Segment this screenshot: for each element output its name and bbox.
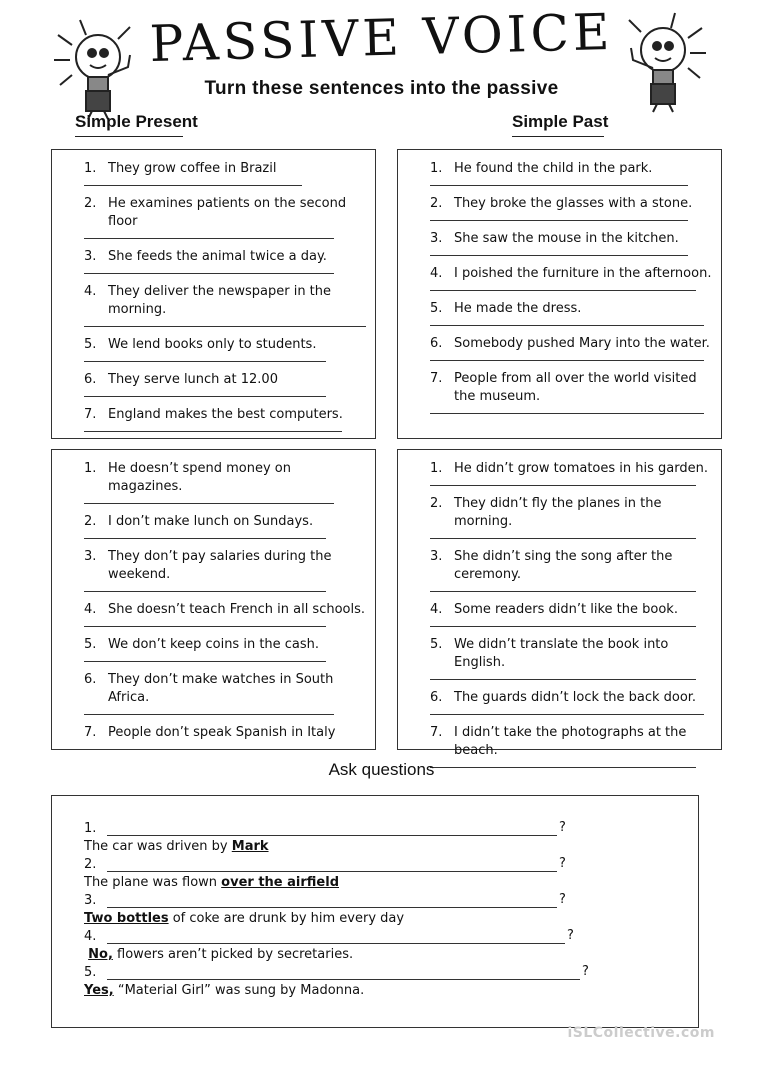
answer-line[interactable]: [430, 538, 696, 539]
answer-sentence: [84, 946, 353, 964]
question-mark: ?: [582, 964, 589, 979]
question-number: 5.: [84, 965, 97, 980]
answer-line[interactable]: [84, 749, 350, 750]
sentence-text: The plane was flown: [84, 875, 222, 890]
item-sentence: He made the dress.: [454, 301, 582, 316]
answer-line[interactable]: [430, 185, 688, 186]
watermark: iSLCollective.com: [567, 1025, 715, 1041]
item-sentence: Somebody pushed Mary into the water.: [454, 336, 710, 351]
sentence-text: The car was driven by: [84, 839, 232, 854]
question-mark: ?: [559, 856, 566, 871]
answer-line[interactable]: [430, 591, 696, 592]
section-underline: [512, 136, 604, 137]
item-number: 2.: [430, 496, 443, 511]
exercise-box-past-negative: [397, 449, 722, 758]
list-item: [84, 336, 369, 362]
question-answer-line[interactable]: [107, 871, 557, 872]
question-mark: ?: [567, 928, 574, 943]
item-number: 6.: [84, 672, 97, 687]
list-item: [430, 689, 715, 715]
sentence-text: flowers aren’t picked by secretaries.: [112, 947, 354, 962]
answer-sentence: [84, 874, 339, 892]
list-item: [84, 371, 369, 397]
list-item: [430, 265, 715, 291]
item-sentence: He found the child in the park.: [454, 161, 653, 176]
item-number: 7.: [430, 371, 443, 386]
list-item: [430, 495, 715, 539]
item-number: 1.: [430, 461, 443, 476]
list-item: [84, 460, 369, 504]
list-item: [84, 248, 369, 274]
page-title: PASSIVE VOICE: [148, 2, 615, 74]
item-sentence: Some readers didn’t like the book.: [454, 602, 678, 617]
answer-line[interactable]: [430, 679, 696, 680]
underlined-focus: No,: [88, 947, 113, 962]
questions-box: [51, 795, 699, 1028]
item-sentence: She didn’t sing the song after the ceremony.: [454, 549, 673, 582]
item-sentence: She saw the mouse in the kitchen.: [454, 231, 679, 246]
list-item: [84, 548, 369, 592]
section-label-simple-past: Simple Past: [512, 112, 609, 131]
item-number: 1.: [430, 161, 443, 176]
question-number: 3.: [84, 893, 97, 908]
question-number: 2.: [84, 857, 97, 872]
item-number: 4.: [84, 284, 97, 299]
item-sentence: I didn’t take the photographs at the beach.: [454, 725, 687, 758]
item-sentence: They grow coffee in Brazil: [108, 161, 277, 176]
item-sentence: England makes the best computers.: [108, 407, 343, 422]
item-number: 2.: [430, 196, 443, 211]
item-number: 5.: [84, 637, 97, 652]
section-label-simple-present: Simple Present: [75, 112, 198, 131]
answer-line[interactable]: [84, 591, 326, 592]
item-sentence: We don’t keep coins in the cash.: [108, 637, 320, 652]
list-item: [84, 283, 369, 327]
item-sentence: He didn’t grow tomatoes in his garden.: [454, 461, 708, 476]
page-subtitle: Turn these sentences into the passive: [204, 78, 559, 99]
item-sentence: They don’t make watches in South Africa.: [108, 672, 334, 705]
item-sentence: We didn’t translate the book into English.: [454, 637, 669, 670]
question-answer-line[interactable]: [107, 907, 557, 908]
item-number: 4.: [430, 602, 443, 617]
item-number: 6.: [430, 336, 443, 351]
section-label-ask-questions: Ask questions: [328, 760, 435, 779]
exercise-list: [430, 460, 715, 777]
item-number: 1.: [84, 461, 97, 476]
item-number: 4.: [84, 602, 97, 617]
item-number: 5.: [430, 301, 443, 316]
answer-line[interactable]: [430, 325, 704, 326]
item-number: 1.: [84, 161, 97, 176]
item-number: 7.: [84, 725, 97, 740]
answer-line[interactable]: [84, 185, 302, 186]
answer-line[interactable]: [84, 326, 366, 327]
list-item: [84, 513, 369, 539]
item-number: 4.: [430, 266, 443, 281]
answer-line[interactable]: [430, 255, 688, 256]
item-sentence: I don’t make lunch on Sundays.: [108, 514, 314, 529]
answer-sentence: [84, 838, 269, 856]
answer-line[interactable]: [430, 360, 704, 361]
list-item: [430, 300, 715, 326]
sentence-text: “Material Girl” was sung by Madonna.: [113, 983, 365, 998]
list-item: [84, 160, 369, 186]
item-sentence: They broke the glasses with a stone.: [454, 196, 693, 211]
exercise-box-present-negative: [51, 449, 376, 750]
list-item: [84, 671, 369, 715]
item-sentence: They don’t pay salaries during the weekend.: [108, 549, 332, 582]
lightbulb-mascot-left-icon: [50, 15, 145, 120]
answer-line[interactable]: [430, 290, 696, 291]
exercise-list: [84, 460, 369, 759]
item-number: 7.: [430, 725, 443, 740]
answer-line[interactable]: [84, 538, 326, 539]
list-item: [430, 636, 715, 680]
question-mark: ?: [559, 820, 566, 835]
answer-sentence: [84, 910, 404, 928]
answer-line[interactable]: [84, 431, 342, 432]
item-sentence: We lend books only to students.: [108, 337, 317, 352]
question-answer-line[interactable]: [107, 979, 580, 980]
answer-line[interactable]: [430, 485, 696, 486]
item-sentence: They deliver the newspaper in the morning.: [108, 284, 332, 317]
list-item: [430, 370, 715, 414]
list-item: [84, 195, 369, 239]
exercise-box-past-affirmative: [397, 149, 722, 439]
list-item: [430, 548, 715, 592]
question-number: 1.: [84, 821, 97, 836]
item-sentence: She doesn’t teach French in all schools.: [108, 602, 366, 617]
item-sentence: The guards didn’t lock the back door.: [454, 690, 697, 705]
item-sentence: He examines patients on the second floor: [108, 196, 347, 229]
item-number: 2.: [84, 514, 97, 529]
section-underline: [75, 136, 183, 137]
answer-sentence: [84, 982, 364, 1000]
item-number: 2.: [84, 196, 97, 211]
exercise-list: [84, 160, 369, 441]
underlined-focus: Mark: [231, 839, 269, 854]
answer-line[interactable]: [430, 413, 704, 414]
answer-line[interactable]: [84, 396, 326, 397]
answer-line[interactable]: [84, 661, 326, 662]
question-answer-line[interactable]: [107, 943, 565, 944]
list-item: [430, 230, 715, 256]
answer-line[interactable]: [430, 220, 688, 221]
sentence-text: of coke are drunk by him every day: [168, 911, 405, 926]
item-sentence: They serve lunch at 12.00: [108, 372, 278, 387]
list-item: [430, 335, 715, 361]
item-number: 6.: [430, 690, 443, 705]
item-number: 5.: [430, 637, 443, 652]
item-number: 6.: [84, 372, 97, 387]
lightbulb-mascot-right-icon: [615, 8, 710, 113]
list-item: [84, 406, 369, 432]
item-sentence: People don’t speak Spanish in Italy: [108, 725, 336, 740]
list-item: [430, 160, 715, 186]
item-sentence: They didn’t fly the planes in the morning.: [454, 496, 662, 529]
exercise-list: [430, 160, 715, 423]
item-sentence: I poished the furniture in the afternoon.: [454, 266, 712, 281]
answer-line[interactable]: [430, 626, 696, 627]
answer-line[interactable]: [84, 273, 334, 274]
question-answer-line[interactable]: [107, 835, 557, 836]
answer-line[interactable]: [84, 361, 326, 362]
answer-line[interactable]: [84, 503, 334, 504]
item-number: 3.: [430, 231, 443, 246]
list-item: [84, 636, 369, 662]
list-item: [84, 601, 369, 627]
item-number: 3.: [84, 249, 97, 264]
answer-line[interactable]: [84, 238, 334, 239]
item-number: 7.: [84, 407, 97, 422]
item-number: 5.: [84, 337, 97, 352]
list-item: [430, 601, 715, 627]
list-item: [84, 724, 369, 750]
underlined-focus: Yes,: [84, 983, 114, 998]
answer-line[interactable]: [84, 626, 326, 627]
item-sentence: She feeds the animal twice a day.: [108, 249, 327, 264]
underlined-focus: over the airfield: [221, 875, 339, 890]
question-mark: ?: [559, 892, 566, 907]
question-number: 4.: [84, 929, 97, 944]
exercise-box-present-affirmative: [51, 149, 376, 439]
underlined-focus: Two bottles: [84, 911, 169, 926]
item-sentence: He doesn’t spend money on magazines.: [108, 461, 292, 494]
item-number: 3.: [430, 549, 443, 564]
answer-line[interactable]: [430, 714, 704, 715]
answer-line[interactable]: [84, 714, 334, 715]
list-item: [430, 195, 715, 221]
item-number: 3.: [84, 549, 97, 564]
list-item: [430, 460, 715, 486]
item-sentence: People from all over the world visited the museum.: [454, 371, 697, 404]
